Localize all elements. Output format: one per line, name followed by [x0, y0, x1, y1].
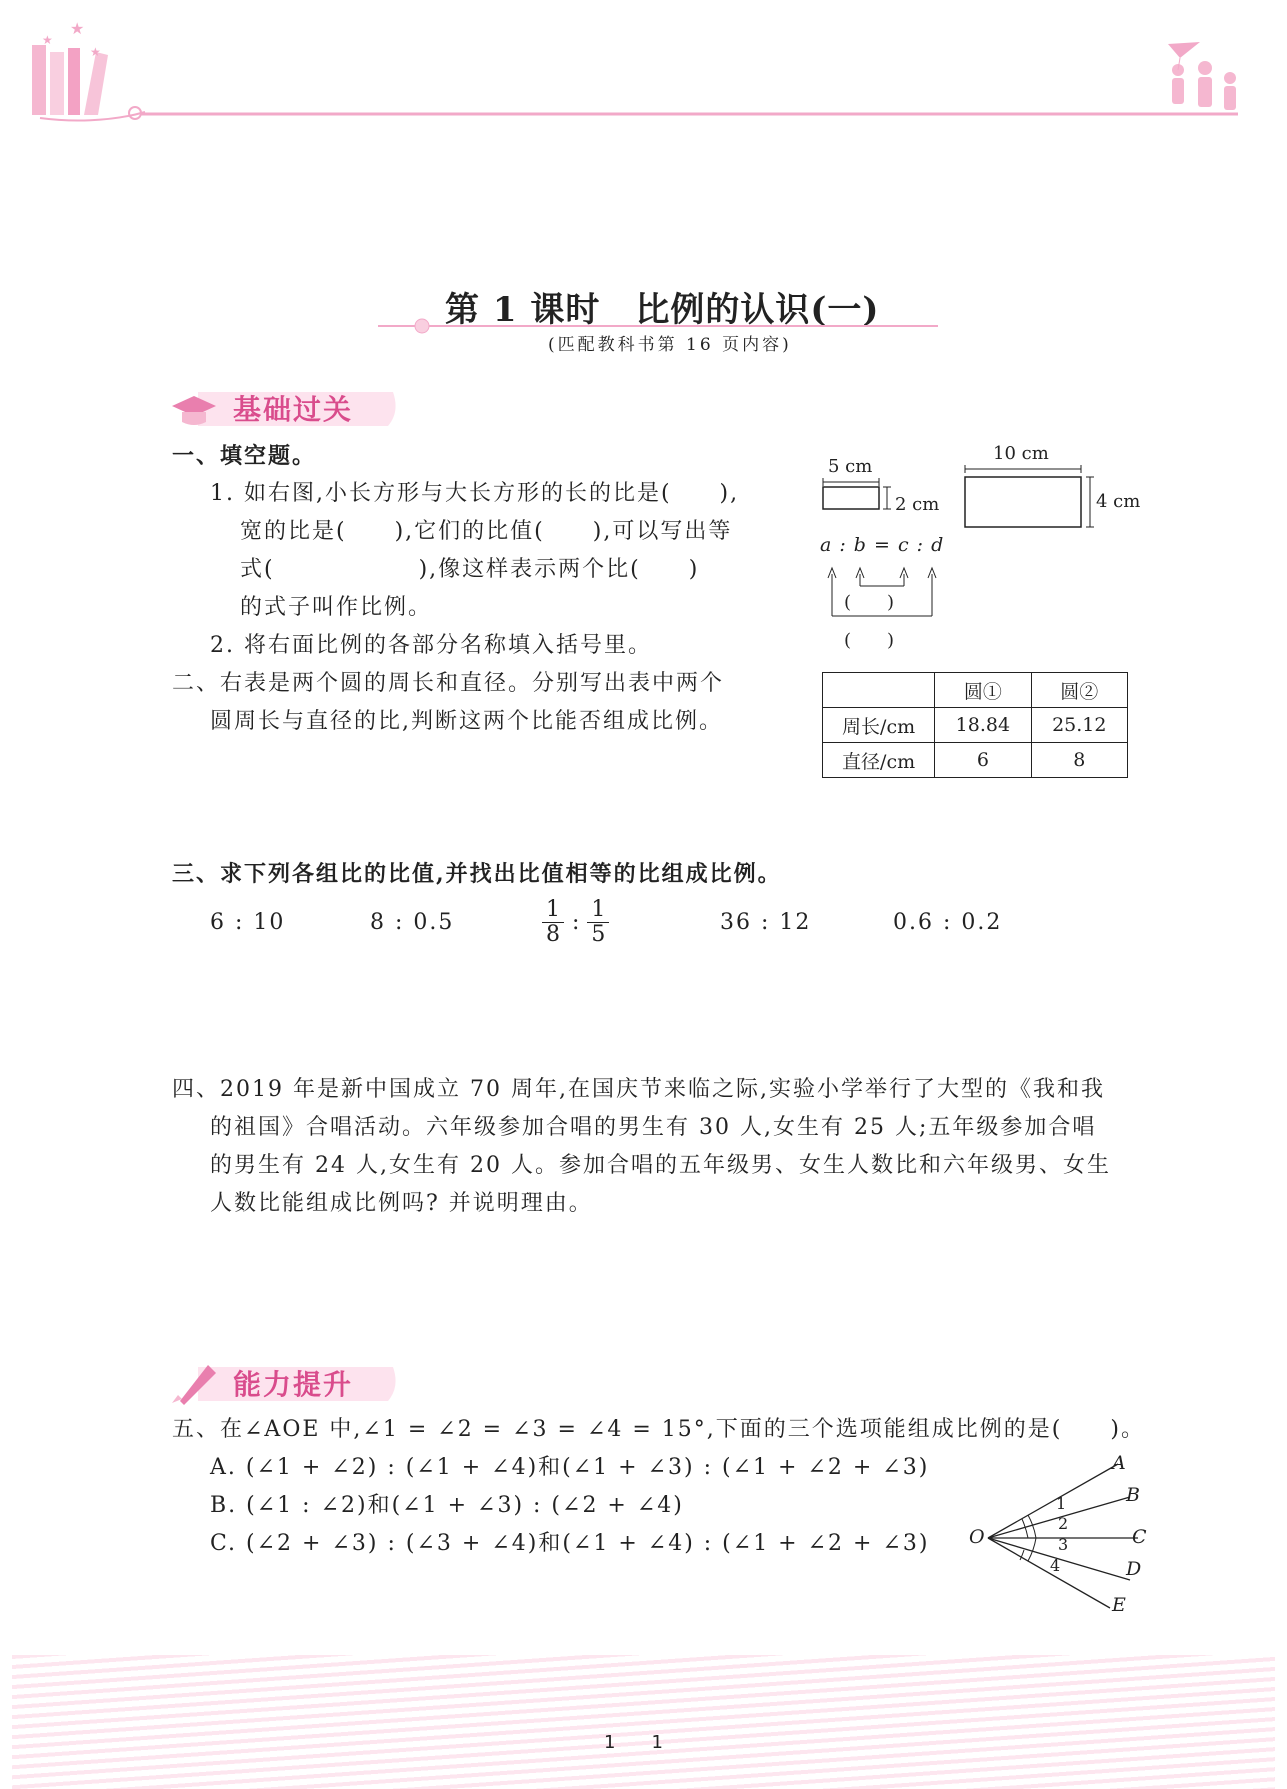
q2-line1: 二、右表是两个圆的周长和直径。分别写出表中两个	[172, 671, 725, 696]
angle-1-label: 1	[1056, 1494, 1067, 1513]
q4-line1: 四、2019 年是新中国成立 70 周年,在国庆节来临之际,实验小学举行了大型的《我和我	[172, 1077, 1105, 1102]
section-title-basic: 基础过关	[233, 393, 354, 426]
footer-band	[12, 1655, 1275, 1789]
table-row	[823, 743, 1128, 778]
numerator: 1	[546, 897, 560, 922]
angle-4-label: 4	[1050, 1556, 1061, 1575]
point-e-label: E	[1112, 1594, 1126, 1616]
q1-heading: 一、填空题。	[172, 443, 317, 469]
fraction-1-5	[587, 898, 609, 947]
q5-option-a: A. (∠1 + ∠2) : (∠1 + ∠4)和(∠1 + ∠3) : (∠1 + ∠2 + ∠3)	[210, 1455, 930, 1480]
denominator: 8	[546, 922, 560, 947]
q3-heading: 三、求下列各组比的比值,并找出比值相等的比组成比例。	[172, 861, 782, 887]
point-d-label: D	[1126, 1558, 1142, 1580]
q5-option-b: B. (∠1 : ∠2)和(∠1 + ∠3) : (∠2 + ∠4)	[210, 1493, 684, 1518]
table-cell: 圆①	[935, 673, 1031, 708]
ratio-colon: :	[572, 910, 580, 935]
ratio-1: 6 : 10	[210, 910, 286, 935]
outer-term-blank: ( )	[844, 630, 895, 651]
table-cell: 直径/cm	[823, 743, 935, 778]
q1-line5: 2. 将右面比例的各部分名称填入括号里。	[210, 633, 652, 658]
table-cell: 18.84	[935, 708, 1031, 743]
table-cell: 周长/cm	[823, 708, 935, 743]
children-kite-icon	[1168, 42, 1236, 110]
q2-line2: 圆周长与直径的比,判断这两个比能否组成比例。	[210, 709, 723, 734]
point-c-label: C	[1132, 1526, 1147, 1548]
q1-line2: 宽的比是( ),它们的比值( ),可以写出等	[240, 519, 733, 544]
table-cell: 8	[1031, 743, 1127, 778]
svg-text:★: ★	[90, 45, 101, 59]
big-width-label: 4 cm	[1096, 491, 1141, 512]
table-cell: 圆②	[1031, 673, 1127, 708]
angle-2-label: 2	[1058, 1514, 1069, 1533]
small-rectangle	[823, 487, 879, 509]
small-length-label: 5 cm	[828, 456, 873, 477]
books-icon	[32, 19, 145, 120]
header-decoration	[0, 0, 1287, 140]
q1-line1: 1. 如右图,小长方形与大长方形的长的比是( ),	[210, 481, 740, 506]
q1-line4: 的式子叫作比例。	[240, 595, 433, 620]
ratio-5: 0.6 : 0.2	[893, 910, 1003, 935]
circle-table	[822, 672, 1128, 778]
svg-text:★: ★	[42, 33, 53, 47]
point-b-label: B	[1126, 1484, 1140, 1506]
point-a-label: A	[1112, 1452, 1126, 1474]
inner-term-blank: ( )	[844, 592, 895, 613]
q4-line3: 的男生有 24 人,女生有 20 人。参加合唱的五年级男、女生人数比和六年级男、女生	[210, 1153, 1111, 1178]
point-o-label: O	[969, 1526, 985, 1548]
table-row	[823, 708, 1128, 743]
q4-line4: 人数比能组成比例吗? 并说明理由。	[210, 1191, 593, 1216]
table-header-row	[823, 673, 1128, 708]
q5-line1: 五、在∠AOE 中,∠1 = ∠2 = ∠3 = ∠4 = 15°,下面的三个选项能组成比例的是( )。	[172, 1417, 1145, 1442]
table-cell	[823, 673, 935, 708]
fraction-1-8	[542, 898, 564, 947]
q1-line3: 式( ),像这样表示两个比( )	[240, 557, 700, 582]
ratio-2: 8 : 0.5	[370, 910, 455, 935]
angle-3-label: 3	[1058, 1535, 1069, 1554]
page-title: 第 1 课时 比例的认识(一)	[445, 290, 880, 330]
page-number: 1 1	[604, 1732, 663, 1753]
big-rectangle	[965, 477, 1081, 527]
svg-text:★: ★	[70, 19, 85, 38]
ratio-3	[542, 898, 609, 947]
denominator: 5	[591, 922, 606, 947]
page-subtitle: (匹配教科书第 16 页内容)	[548, 335, 792, 355]
table-cell: 6	[935, 743, 1031, 778]
section-title-advance: 能力提升	[233, 1368, 354, 1401]
q4-line2: 的祖国》合唱活动。六年级参加合唱的男生有 30 人,女生有 25 人;五年级参加合唱	[210, 1115, 1097, 1140]
numerator: 1	[591, 897, 606, 922]
big-length-label: 10 cm	[993, 443, 1049, 464]
ratio-4: 36 : 12	[720, 910, 812, 935]
rectangle-figure	[815, 440, 1155, 540]
proportion-expression: a : b = c : d	[820, 534, 945, 556]
table-cell: 25.12	[1031, 708, 1127, 743]
q5-option-c: C. (∠2 + ∠3) : (∠3 + ∠4)和(∠1 + ∠4) : (∠1 + ∠2 + ∠3)	[210, 1531, 930, 1556]
small-width-label: 2 cm	[895, 494, 940, 515]
